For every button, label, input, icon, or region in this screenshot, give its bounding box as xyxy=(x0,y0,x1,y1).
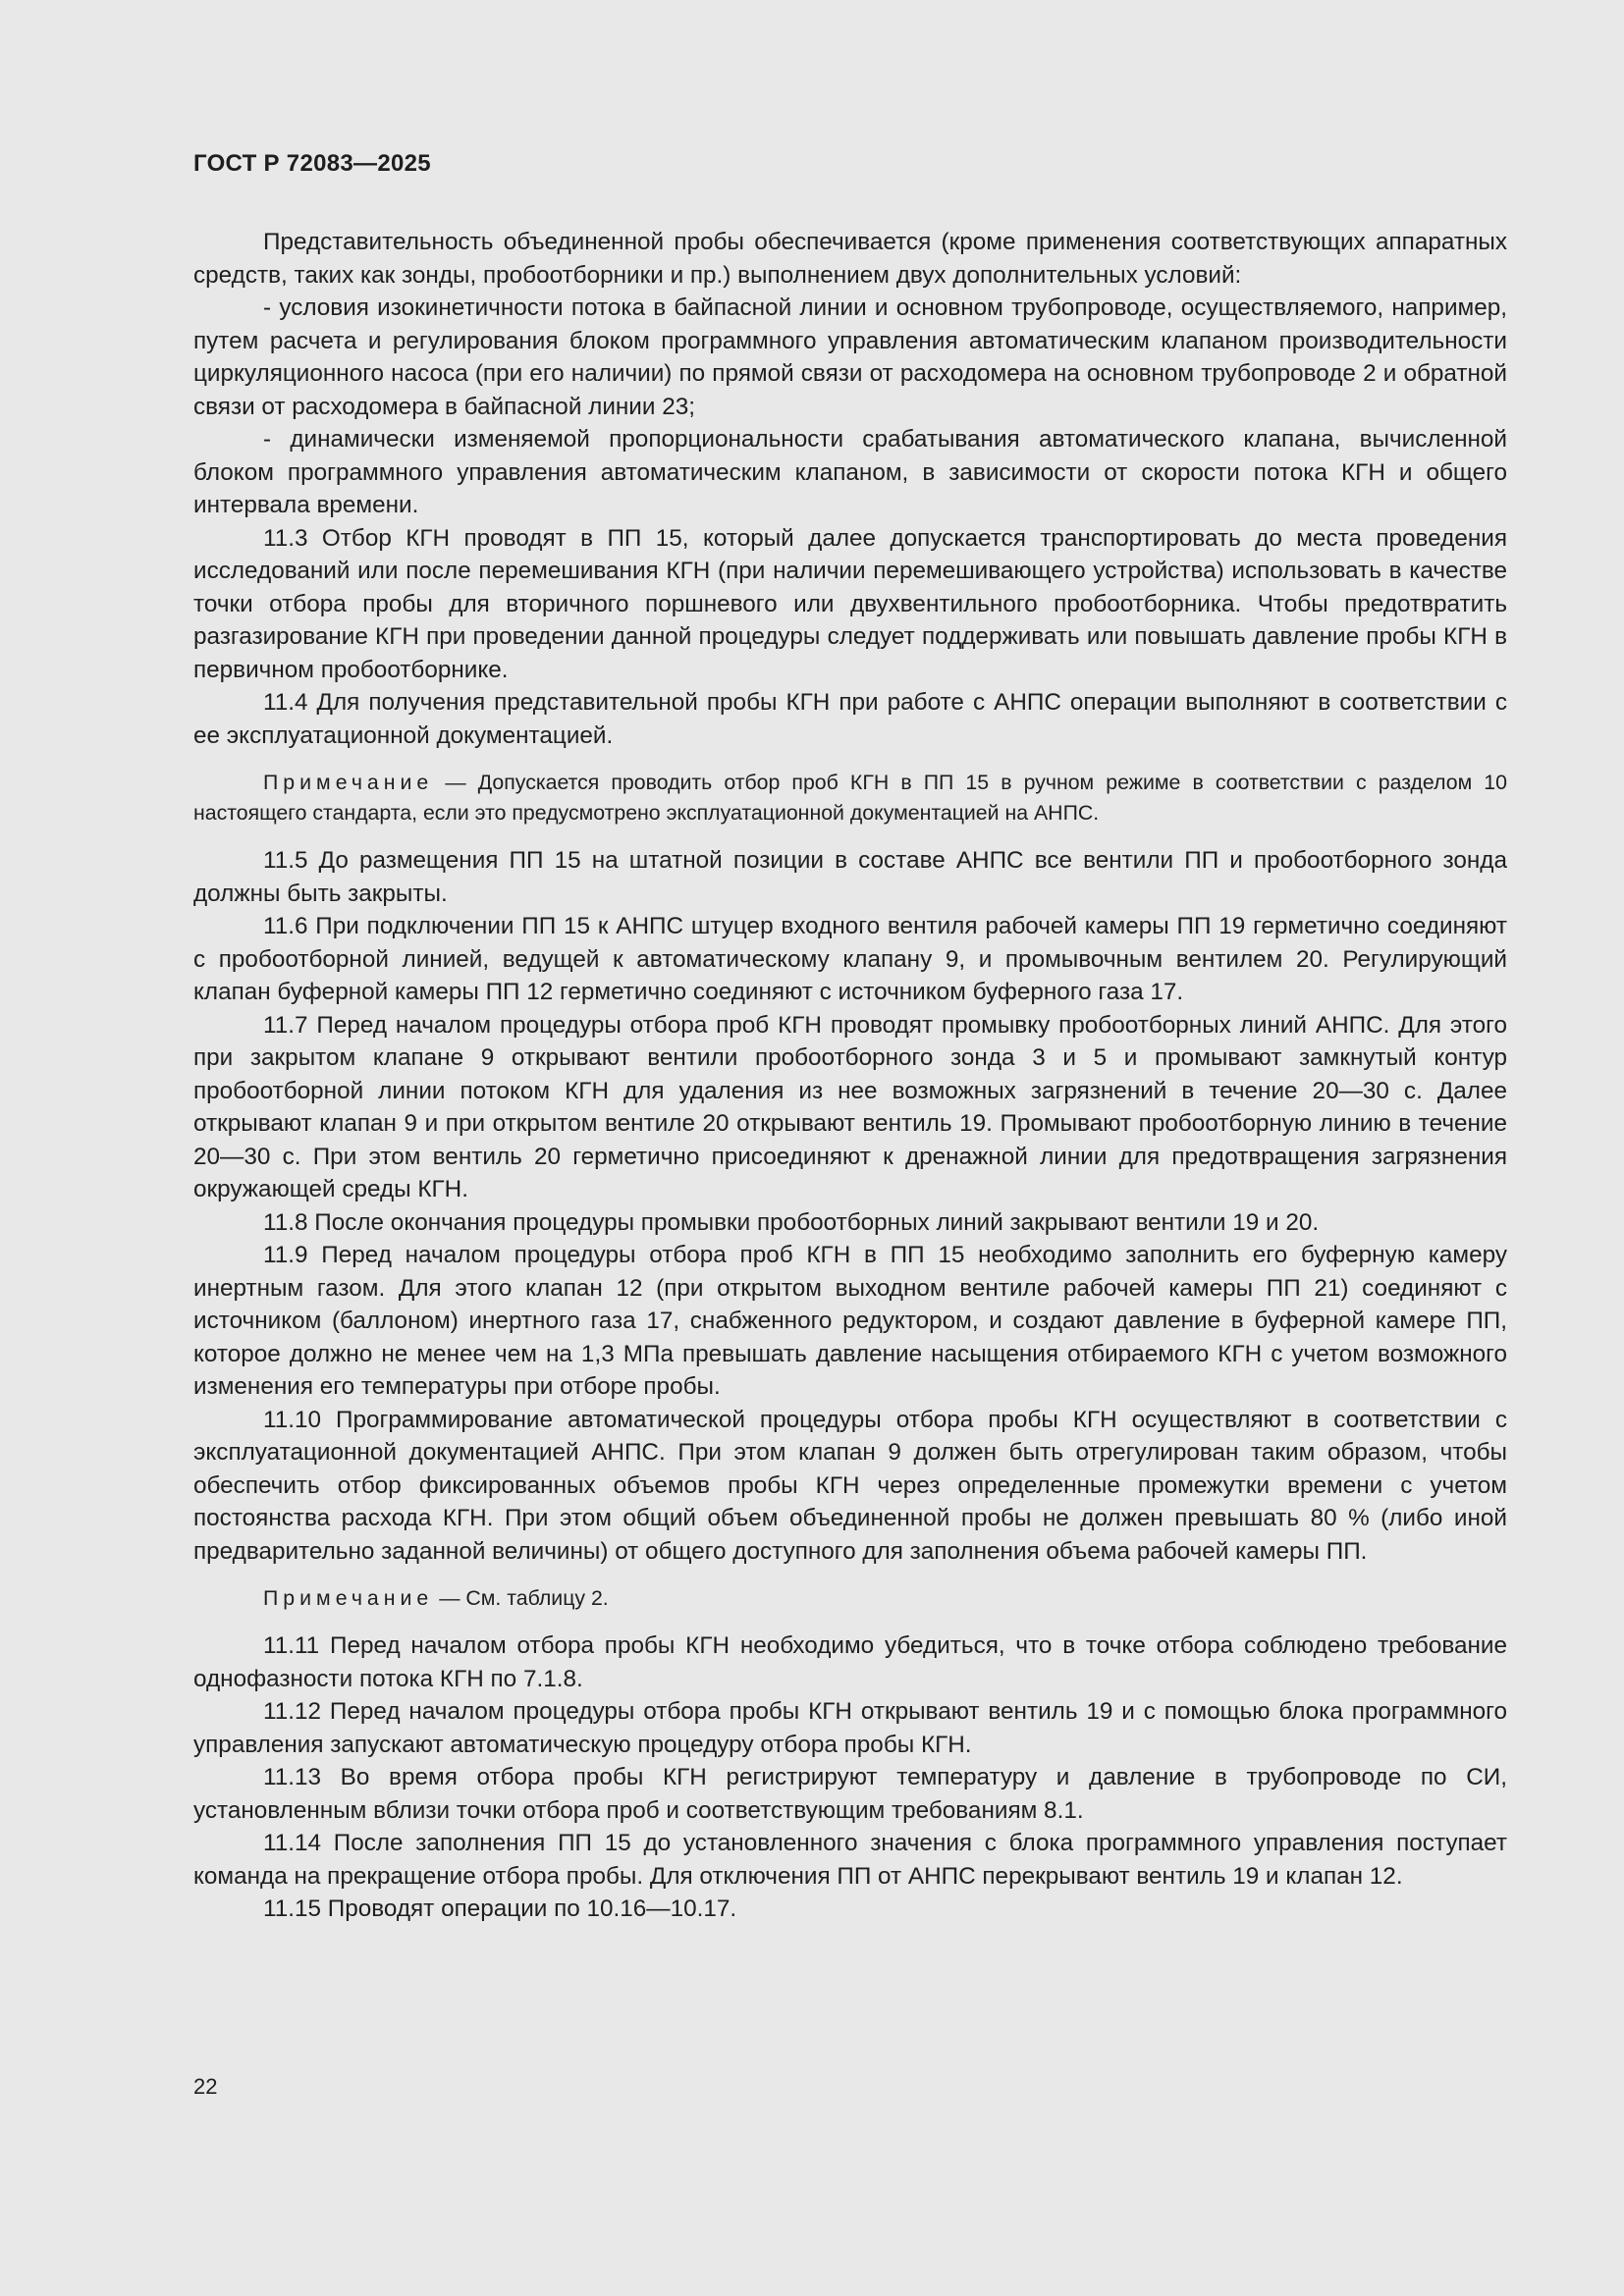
body-paragraph: 11.14 После заполнения ПП 15 до установленного значения с блока программного управления поступает команда на прекращение отбора пробы. Для отключения ПП от АНПС перекрывают вентиль 19 и клапан 12. xyxy=(193,1830,1507,1890)
note-label: Примечание xyxy=(263,1586,434,1610)
body-paragraph: 11.13 Во время отбора пробы КГН регистрируют температуру и давление в трубопроводе по СИ, установленным вблизи точки отбора проб и соответствующим требованиям 8.1. xyxy=(193,1764,1507,1824)
document-body xyxy=(193,226,1507,1926)
note-paragraph xyxy=(193,768,1507,828)
body-paragraph: - динамически изменяемой пропорциональности срабатывания автоматического клапана, вычисленной блоком программного управления автоматическим клапаном, в зависимости от скорости потока КГН и общего интервала времени. xyxy=(193,426,1507,518)
body-paragraph: Представительность объединенной пробы обеспечивается (кроме применения соответствующих аппаратных средств, таких как зонды, пробоотборники и пр.) выполнением двух дополнительных условий: xyxy=(193,229,1507,289)
note-label: Примечание xyxy=(263,771,434,794)
body-paragraph: - условия изокинетичности потока в байпасной линии и основном трубопроводе, осуществляемого, например, путем расчета и регулирования блоком программного управления автоматическим клапаном производительности циркуляционного насоса (при его наличии) по прямой связи от расходомера на основном трубопроводе 2 и обратной связи от расходомера в байпасной линии 23; xyxy=(193,294,1507,420)
body-paragraph: 11.11 Перед началом отбора пробы КГН необходимо убедиться, что в точке отбора соблюдено требование однофазности потока КГН по 7.1.8. xyxy=(193,1632,1507,1692)
page-number: 22 xyxy=(193,2074,218,2099)
document-header: ГОСТ Р 72083—2025 xyxy=(193,150,431,177)
body-paragraph: 11.10 Программирование автоматической процедуры отбора пробы КГН осуществляют в соответствии с эксплуатационной документацией АНПС. При этом клапан 9 должен быть отрегулирован таким образом, чтобы обеспечить отбор фиксированных объемов пробы КГН через определенные промежутки времени с учетом постоянства расхода КГН. При этом общий объем объединенной пробы не должен превышать 80 % (либо иной предварительно заданной величины) от общего доступного для заполнения объема рабочей камеры ПП. xyxy=(193,1406,1507,1565)
body-paragraph: 11.8 После окончания процедуры промывки пробоотборных линий закрывают вентили 19 и 20. xyxy=(263,1208,1320,1236)
body-paragraph: 11.6 При подключении ПП 15 к АНПС штуцер входного вентиля рабочей камеры ПП 19 герметично соединяют с пробоотборной линией, ведущей к автоматическому клапану 9, и промывочным вентилем 20. Регулирующий клапан буферной камеры ПП 12 герметично соединяют с источником буферного газа 17. xyxy=(193,913,1507,1005)
body-paragraph: 11.4 Для получения представительной пробы КГН при работе с АНПС операции выполняют в соответствии с ее эксплуатационной документацией. xyxy=(193,689,1507,749)
body-paragraph: 11.5 До размещения ПП 15 на штатной позиции в составе АНПС все вентили ПП и пробоотборного зонда должны быть закрыты. xyxy=(193,847,1507,907)
note-text: — Допускается проводить отбор проб КГН в ПП 15 в ручном режиме в соответствии с разделом 10 настоящего стандарта, если это предусмотрено эксплуатационной документацией на АНПС. xyxy=(193,771,1507,825)
body-paragraph: 11.15 Проводят операции по 10.16—10.17. xyxy=(263,1896,737,1922)
note-paragraph xyxy=(193,1583,1507,1614)
body-paragraph: 11.7 Перед началом процедуры отбора проб КГН проводят промывку пробоотборных линий АНПС. Для этого при закрытом клапане 9 открывают вентили пробоотборного зонда 3 и 5 и промывают замкнутый контур пробоотборной линии потоком КГН для удаления из нее возможных загрязнений в течение 20—30 с. Далее открывают клапан 9 и при открытом вентиле 20 открывают вентиль 19. Промывают пробоотборную линию в течение 20—30 с. При этом вентиль 20 герметично присоединяют к дренажной линии для предотвращения загрязнения окружающей среды КГН. xyxy=(193,1011,1507,1202)
body-paragraph: 11.3 Отбор КГН проводят в ПП 15, который далее допускается транспортировать до места проведения исследований или после перемешивания КГН (при наличии перемешивающего устройства) использовать в качестве точки отбора пробы для вторичного поршневого или двухвентильного пробоотборника. Чтобы предотвратить разгазирование КГН при проведении данной процедуры следует поддерживать или повышать давление пробы КГН в первичном пробоотборнике. xyxy=(193,524,1507,683)
body-paragraph: 11.9 Перед началом процедуры отбора проб КГН в ПП 15 необходимо заполнить его буферную камеру инертным газом. Для этого клапан 12 (при открытом выходном вентиле рабочей камеры ПП 21) соединяют с источником (баллоном) инертного газа 17, снабженного редуктором, и создают давление в буферной камере ПП, которое должно не менее чем на 1,3 МПа превышать давление насыщения отбираемого КГН с учетом возможного изменения его температуры при отборе пробы. xyxy=(193,1242,1507,1400)
note-text: — См. таблицу 2. xyxy=(433,1586,609,1610)
body-paragraph: 11.12 Перед началом процедуры отбора пробы КГН открывают вентиль 19 и с помощью блока программного управления запускают автоматическую процедуру отбора пробы КГН. xyxy=(193,1698,1507,1758)
